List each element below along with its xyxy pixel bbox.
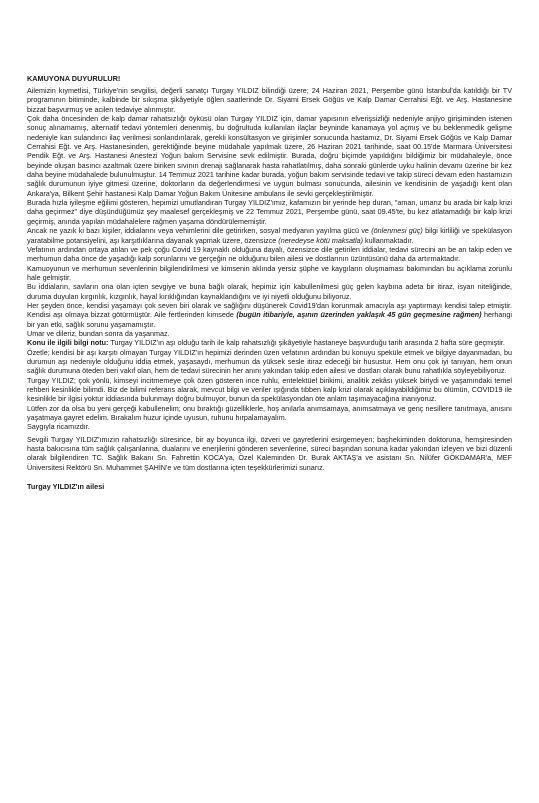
- paragraph-thanks: Sevgili Turgay YILDIZ'ımızın rahatsızlığı süresince, bir ay boyunca ilgi, özveri ve gayretlerini esirgemeyen; başhekiminden doktoruna, hemşiresinden hasta bakıcısına tüm sağlık çalışanlarına, dualarını ve enerjilerini gönderen sevenlerine, süreci başından sonuna kadar yakından izleyen ve bizi düzenli olarak bilgilendiren TC. Sağlık Bakanı Sn. Fahrettin KOCA'ya, Özel Kaleminden Dr. Burak AKTAŞ'a ve asistanı Sn. Nilüfer GÖKDAMAR'a, MEF Üniversitesi Rektörü Sn. Muhammet ŞAHİN'e ve tüm dostlarına içten teşekkürlerimizi sunarız.: [27, 434, 512, 472]
- paragraph-4-italic-b: (neredeyse kötü maksatla): [278, 235, 363, 245]
- paragraph-4-italic-a: (önlenmesi güç): [371, 226, 423, 236]
- paragraph-4-text-b: bilgi kirliliği ve spekülasyon yaratabilme potansiyelini, aşı karşıtlıklarına dayanak yapmak üzere, özensizce: [27, 226, 513, 245]
- paragraph-8: [27, 301, 512, 329]
- paragraph-8-italic: (bugün itibariyle, aşının üzerinden yaklaşık 45 gün geçmesine rağmen): [236, 310, 482, 320]
- signature: Turgay YILDIZ'ın ailesi: [27, 482, 105, 492]
- paragraph-request: Lütfen zor da olsa bu yeni gerçeği kabullenelim; onu bıraktığı güzelliklerle, hoş anılarla anımsamaya, anımsatmaya ve genç nesillere tanıtmaya, anısını yaşatmaya gayret edelim. Bırakalım huzur içinde uyusun, ruhunu hırpalamayalım.: [27, 403, 512, 423]
- paragraph-9: Umar ve dileriz, bundan sonra da yaşanmaz.: [27, 328, 170, 338]
- paragraph-3: Burada hızla iyileşme eğilimi gösteren, hepimizi umutlandıran Turgay YILDIZ'ımız, kafamızın bir yerinde hep duran, "aman, umarız bu arada bir kalp krizi daha geçirmez" diye düşündüğümüz şey maalesef gerçekleşmiş ve 22 Temmuz 2021, Perşembe günü, saat 09.45'te, bu kez atlatamadığı bir kalp krizi geçirmiş, anında yapılan müdahalelere rağmen yaşama döndürülememiştir.: [27, 198, 512, 226]
- info-note-label: Konu ile ilgili bilgi notu:: [27, 338, 109, 348]
- paragraph-regards: Saygıyla ricamızdır.: [27, 422, 90, 432]
- paragraph-7: Bu iddiaların, savların ona olan içten sevgiye ve buna bağlı olarak, hepimiz için kabullenilmesi güç gelen kaybına adeta bir itiraz, isyan niteliğinde, duruma duyulan kırgınlık, kızgınlık, hayal kırıklığından kaynaklandığını ve iyi niyetli olduğunu biliyoruz.: [27, 282, 512, 301]
- paragraph-5: Vefatının ardından ortaya atılan ve pek çoğu Covid 19 kaynaklı olduğuna dayalı, özensizce dile getirilen iddialar, tedavi sürecini an be an takip eden ve merhumun daha önce de yaşadığı kalp sorunlarını ve gerçeğin ne olduğunu bilen ailesi ve dostlarının üzüntüsünü daha da artırmaktadır.: [27, 244, 512, 264]
- paragraph-1: Ailemizin kıymetlisi, Türkiye'nin sevgilisi, değerli sanatçı Turgay YILDIZ bilindiği üzere; 24 Haziran 2021, Perşembe günü İstanbul'da katıldığı bir TV programının bitiminde, kalbinde bir sıkışma şikâyetiyle öğlen saatlerinde Dr. Siyami Ersek Göğüs ve Kalp Damar Cerrahisi Eğt. ve Arş. Hastanesine bizzat başvurmuş ve acilen tedaviye alınmıştır.: [27, 86, 512, 114]
- paragraph-character: Turgay YILDIZ; çok yönlü, kimseyi incitmemeye çok özen gösteren ince ruhlu, entelektüel birikimi, analitik zekâsı yüksek biriydi ve yaşamındaki temel rehberi kesinlikle bilimdi. Biz de bilimi referans alarak, mevcut bilgi ve veriler ışığında tıbben kalp krizi olarak açıklayabildiğimiz bu ölümün, COVID19 ile kesinlikle bir ilgisi yoktur iddiasında bulunmayı doğru bulmuyor, bunun da spekülasyondan öte anlam taşımayacağına inanıyoruz.: [27, 375, 512, 404]
- paragraph-4-text-a: Ancak ne yazık ki bazı kişiler, iddialarını veya vehimlerini dile getirirken, sosyal medyanın yayılma gücü ve: [27, 226, 372, 236]
- paragraph-2: Çok daha öncesinden de kalp damar rahatsızlığı öyküsü olan Turgay YILDIZ için, damar yapısının elverişsizliği nedeniyle anjiyo girişiminden istenen sonuç alınamamış, alternatif tedavi yöntemleri denenmiş, bu doğrultuda kullanılan ilaçlar beyninde kanamaya yol açmış ve bu beklenmedik gelişme nedeniyle kan sulandırıcı ilaç verilmesi sonlandırılarak, gerekli konsültasyon ve girişimler sonucunda hastamız, Dr. Siyami Ersek Göğüs ve Kalp Damar Cerrahisi Eğt. ve Arş. Hastanesinden, gerektiğinde beyine müdahale yapılmak üzere, 26 Haziran 2021 tarihinde, saat 00.15'de Marmara Üniversitesi Pendik Eğt. ve Arş. Hastanesi Anestezi Yoğun bakım Servisine sevk edilmiştir. Burada, doğru biçimde yapıldığını bildiğimiz bir müdahaleyle, önce beyinde oluşan basıncı azaltmak üzere biriken sıvının drenajı sağlanarak hasta rahatlatılmış, daha sonraki günlerde uyku halinin devamı üzerine bir kez daha beyine müdahalede bulunulmuştur. 14 Temmuz 2021 tarihine kadar burada, yoğun bakım servisinde tedavi ve takip süreci devam eden hastamızın sağlık durumunun iyiye gitmesi üzerine, doktorların da değerlendirmesi ve uygun bulması sonucunda, ailesinin ve kendisinin de yaşadığı kent olan Ankara'ya, Bilkent Şehir hastanesi Kalp Damar Yoğun Bakım Ünitesine ambulans ile sevki gerçekleştirilmiştir.: [27, 114, 512, 198]
- paragraph-4-text-c: kullanmaktadır.: [363, 235, 414, 245]
- paragraph-8-text-b: herhangi bir yan etki, sağlık sorunu yaşamamıştır.: [27, 310, 512, 329]
- info-note-text: Turgay YILDIZ'ın aşı olduğu tarih ile kalp rahatsızlığı şikâyetiyle hastaneye başvurduğu tarih arasında 2 hafta süre geçmiştir.: [108, 338, 505, 348]
- paragraph-4: [27, 226, 512, 245]
- announcement-title: KAMUYONA DUYURULUR!: [27, 74, 121, 83]
- paragraph-6: Kamuoyunun ve merhumun sevenlerinin bilgilendirilmesi ve kimsenin aklında yersiz şüphe ve kaygıların oluşmaması bakımından bu açıklama zorunlu hale gelmiştir.: [27, 263, 512, 282]
- paragraph-8-text-a: Her şeyden önce, kendisi yaşamayı çok seven biri olarak ve sağlığını düşünerek Covid19'dan korunmak amacıyla aşı yaptırmayı kendisi talep etmiştir. Kendisi aşı olmaya bizzat götürmüştür. Aile fertlerinden kimsede: [27, 300, 512, 320]
- info-note: [27, 338, 512, 347]
- paragraph-summary: Özetle; kendisi bir aşı karşıtı olmayan Turgay YILDIZ'ın hepimizi derinden üzen vefatının ardından bu konuyu spekülе etmek ve bilgiye dayanmadan, bu durumun aşı nedeniyle olduğunu iddia etmek, yaşasaydı, merhumun da yüksek sesle itiraz edeceği bir husustur. Hem onu çok iyi tanıyan, hem onun sağlık durumuna öteden beri vakıf olan, hem de tedavi sürecinin her anını yakından takip eden ailesi ve dostları olarak bunu rahatlıkla söyleyebiliyoruz.: [27, 347, 512, 376]
